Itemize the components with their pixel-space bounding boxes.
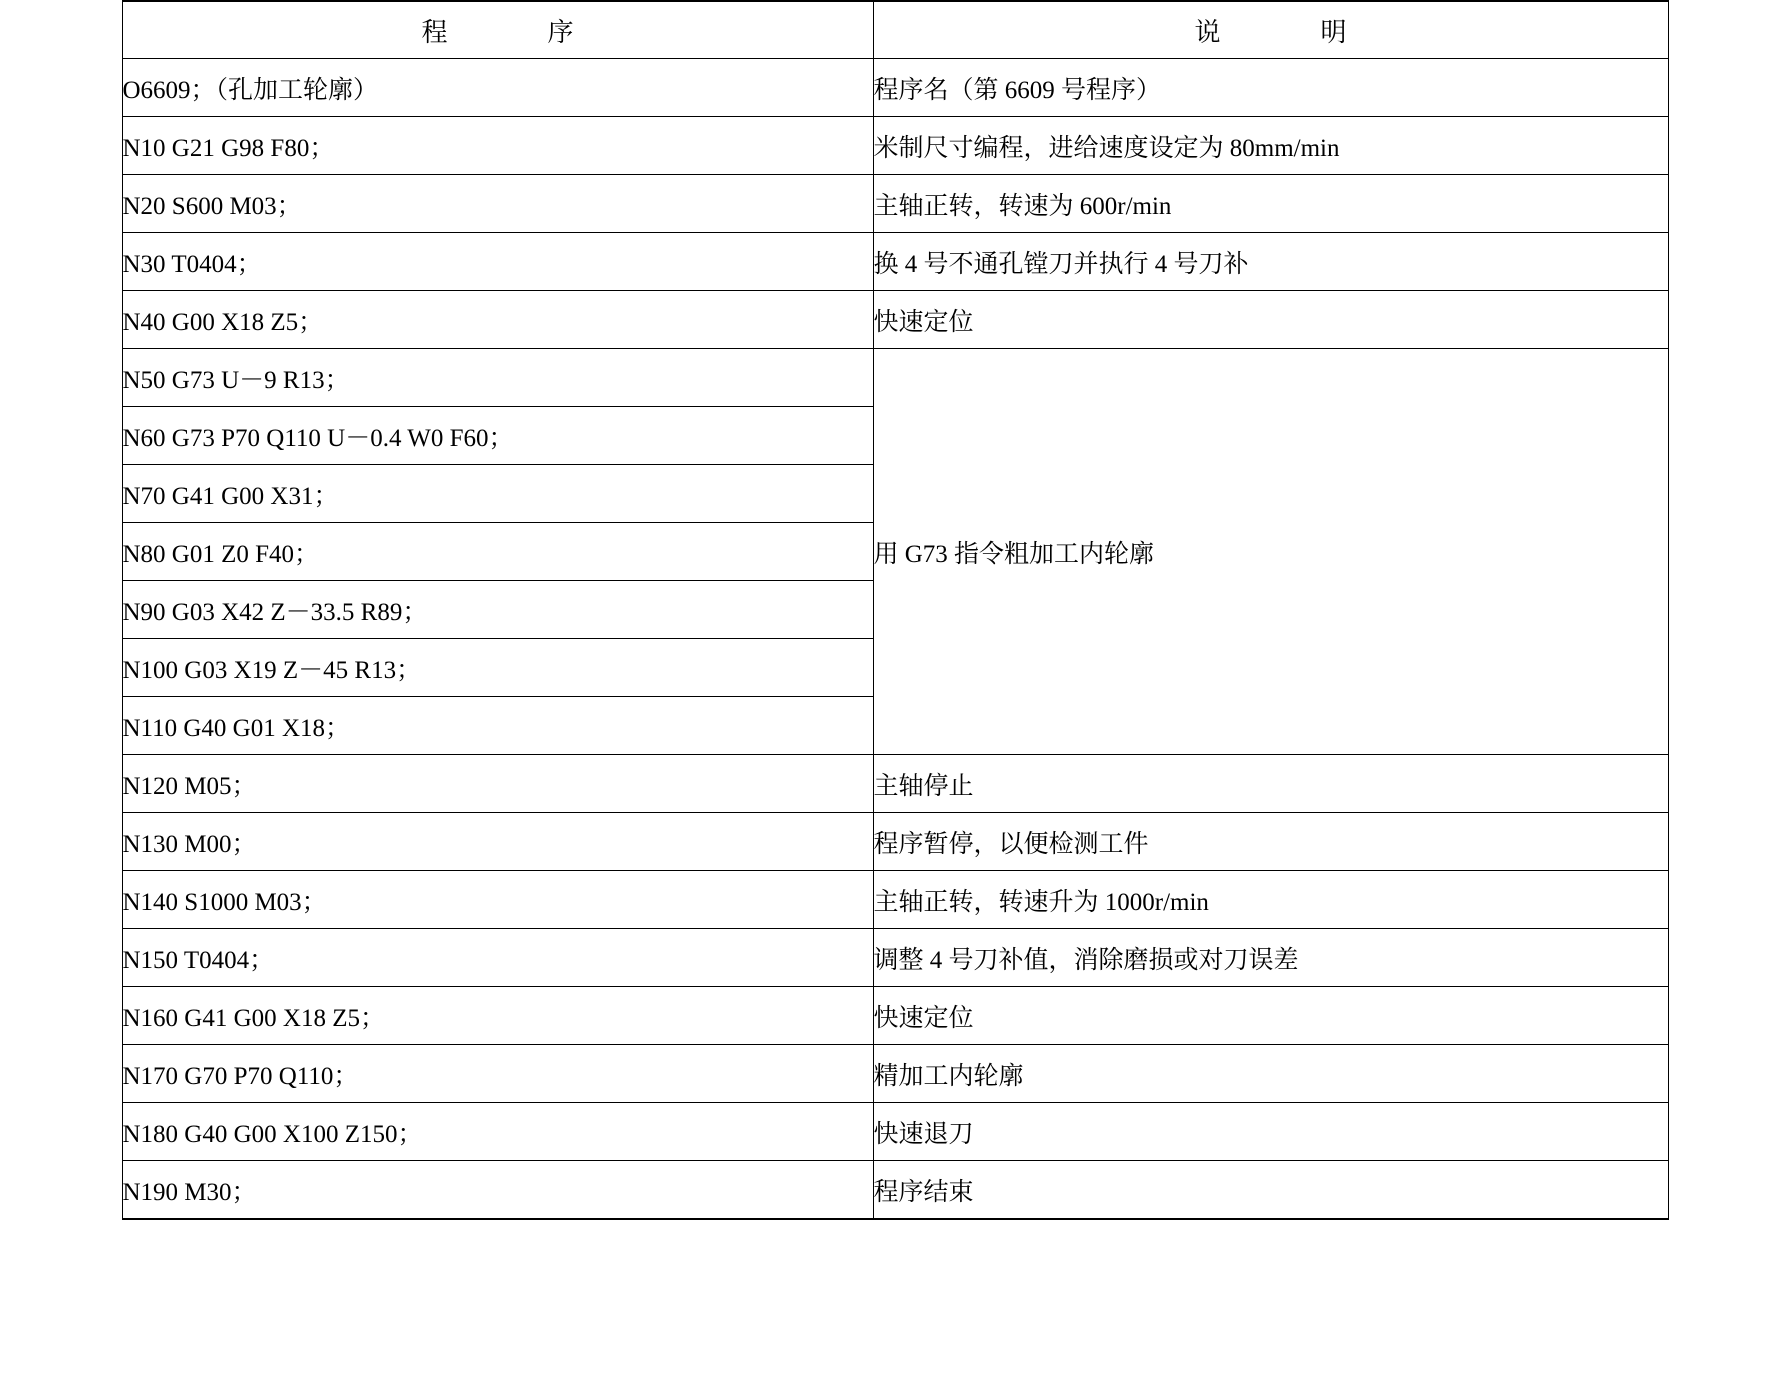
program-cell: N140 S1000 M03； — [122, 871, 873, 929]
description-cell: 快速定位 — [873, 987, 1668, 1045]
table-row — [122, 755, 1668, 813]
program-cell: N20 S600 M03； — [122, 175, 873, 233]
description-cell: 主轴停止 — [873, 755, 1668, 813]
description-cell: 主轴正转，转速为 600r/min — [873, 175, 1668, 233]
program-cell: N60 G73 P70 Q110 U－0.4 W0 F60； — [122, 407, 873, 465]
table-row — [122, 929, 1668, 987]
description-cell: 程序名（第 6609 号程序） — [873, 59, 1668, 117]
program-cell: N130 M00； — [122, 813, 873, 871]
table-row — [122, 233, 1668, 291]
program-cell: N110 G40 G01 X18； — [122, 697, 873, 755]
table-row — [122, 349, 1668, 407]
program-cell: N70 G41 G00 X31； — [122, 465, 873, 523]
table-row — [122, 1045, 1668, 1103]
program-cell: N150 T0404； — [122, 929, 873, 987]
program-cell: N120 M05； — [122, 755, 873, 813]
description-cell: 调整 4 号刀补值，消除磨损或对刀误差 — [873, 929, 1668, 987]
description-cell: 快速退刀 — [873, 1103, 1668, 1161]
cnc-program-table — [122, 0, 1669, 1220]
program-cell: N100 G03 X19 Z－45 R13； — [122, 639, 873, 697]
description-cell: 快速定位 — [873, 291, 1668, 349]
description-cell: 用 G73 指令粗加工内轮廓 — [873, 349, 1668, 755]
column-header-description-label: 说 明 — [1194, 17, 1363, 47]
program-cell: N10 G21 G98 F80； — [122, 117, 873, 175]
program-cell: N80 G01 Z0 F40； — [122, 523, 873, 581]
table-body — [122, 59, 1668, 1220]
column-header-program — [122, 1, 873, 59]
description-cell: 精加工内轮廓 — [873, 1045, 1668, 1103]
description-cell: 主轴正转，转速升为 1000r/min — [873, 871, 1668, 929]
table-row — [122, 813, 1668, 871]
table-header-row — [122, 1, 1668, 59]
table-row — [122, 1161, 1668, 1220]
table-row — [122, 175, 1668, 233]
table-header — [122, 1, 1668, 59]
program-cell: N190 M30； — [122, 1161, 873, 1220]
description-cell: 程序结束 — [873, 1161, 1668, 1220]
program-cell: N50 G73 U－9 R13； — [122, 349, 873, 407]
table-row — [122, 871, 1668, 929]
column-header-description — [873, 1, 1668, 59]
program-cell: O6609；（孔加工轮廓） — [122, 59, 873, 117]
table-row — [122, 1103, 1668, 1161]
table-row — [122, 291, 1668, 349]
table-row — [122, 117, 1668, 175]
program-cell: N170 G70 P70 Q110； — [122, 1045, 873, 1103]
description-cell: 程序暂停，以便检测工件 — [873, 813, 1668, 871]
description-cell: 换 4 号不通孔镗刀并执行 4 号刀补 — [873, 233, 1668, 291]
program-cell: N40 G00 X18 Z5； — [122, 291, 873, 349]
table-row — [122, 59, 1668, 117]
program-cell: N160 G41 G00 X18 Z5； — [122, 987, 873, 1045]
program-cell: N30 T0404； — [122, 233, 873, 291]
program-cell: N180 G40 G00 X100 Z150； — [122, 1103, 873, 1161]
table-row — [122, 987, 1668, 1045]
description-cell: 米制尺寸编程，进给速度设定为 80mm/min — [873, 117, 1668, 175]
column-header-program-label: 程 序 — [421, 17, 590, 47]
program-cell: N90 G03 X42 Z－33.5 R89； — [122, 581, 873, 639]
